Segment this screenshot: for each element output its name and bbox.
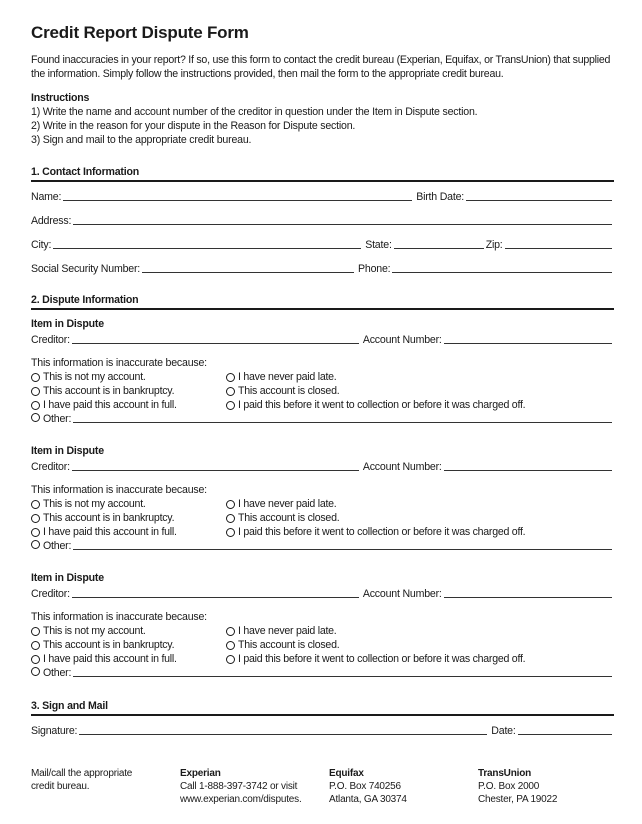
name-row [31,189,614,203]
other-row [31,665,614,679]
account-number-field[interactable] [444,333,612,344]
state-field[interactable] [394,238,484,249]
account-number-label: Account Number: [362,334,442,346]
other-label: Other: [43,540,72,552]
reason-intro: This information is inaccurate because: [31,484,207,496]
other-field[interactable] [73,539,612,550]
radio-icon [226,514,235,523]
phone-label: Phone: [358,263,391,275]
creditor-row [31,459,614,473]
account-number-label: Account Number: [362,588,442,600]
instructions [31,91,477,147]
creditor-label: Creditor: [31,461,70,473]
section-divider [31,180,614,182]
ssn-field[interactable] [142,262,354,273]
date-label: Date: [491,725,516,737]
account-number-label: Account Number: [362,461,442,473]
address-label: Address: [31,215,72,227]
radio-icon [31,500,40,509]
name-label: Name: [31,191,62,203]
option-never-paid-late[interactable]: I have never paid late. [226,625,337,637]
instruction-step: 3) Sign and mail to the appropriate credit bureau. [31,134,252,146]
dispute-section-heading: 2. Dispute Information [31,294,139,306]
creditor-row [31,332,614,346]
other-field[interactable] [73,412,612,423]
radio-icon [226,387,235,396]
creditor-field[interactable] [72,460,359,471]
signature-label: Signature: [31,725,78,737]
account-number-field[interactable] [444,587,612,598]
option-paid-in-full[interactable]: I have paid this account in full. [31,526,177,538]
address-field[interactable] [73,214,612,225]
radio-icon [31,401,40,410]
reason-intro: This information is inaccurate because: [31,611,207,623]
radio-icon [31,514,40,523]
creditor-field[interactable] [72,333,359,344]
option-paid-in-full[interactable]: I have paid this account in full. [31,653,177,665]
city-label: City: [31,239,52,251]
item-in-dispute-heading: Item in Dispute [31,318,104,330]
experian-link[interactable]: www.experian.com/disputes. [180,794,302,805]
experian-name: Experian [180,768,221,779]
instruction-step: 1) Write the name and account number of the creditor in question under the Item in Dispute section. [31,106,478,118]
state-label: State: [365,239,392,251]
birth-date-field[interactable] [466,190,612,201]
option-paid-before-collection[interactable]: I paid this before it went to collection or before it was charged off. [226,653,525,665]
city-row [31,237,614,251]
name-field[interactable] [63,190,412,201]
creditor-field[interactable] [72,587,359,598]
radio-icon [226,528,235,537]
section-divider [31,308,614,310]
zip-label: Zip: [485,239,503,251]
option-account-closed[interactable]: This account is closed. [226,385,339,397]
option-paid-in-full[interactable]: I have paid this account in full. [31,399,177,411]
instructions-heading: Instructions [31,92,90,104]
radio-icon [226,500,235,509]
intro-text: Found inaccuracies in your report? If so, use this form to contact the credit bureau (Experian, Equifax, or TransUnion) that supplied the information. Simply follow the instructions provided, then mail the form to the appropriate credit bureau. [31,54,611,80]
address-row [31,213,614,227]
signature-field[interactable] [79,724,487,735]
transunion-name: TransUnion [478,768,532,779]
radio-icon [226,655,235,664]
radio-icon [31,387,40,396]
form-title: Credit Report Dispute Form [31,23,249,42]
radio-icon [31,627,40,636]
radio-icon [31,373,40,382]
reason-intro: This information is inaccurate because: [31,357,207,369]
option-account-closed[interactable]: This account is closed. [226,639,339,651]
other-label: Other: [43,413,72,425]
radio-icon [31,641,40,650]
option-bankruptcy[interactable]: This account is in bankruptcy. [31,639,174,651]
radio-icon [226,627,235,636]
creditor-row [31,586,614,600]
section-divider [31,714,614,716]
option-paid-before-collection[interactable]: I paid this before it went to collection or before it was charged off. [226,526,525,538]
mail-note: Mail/call the appropriate credit bureau. [31,768,133,792]
option-not-my-account[interactable]: This is not my account. [31,625,146,637]
radio-icon[interactable] [31,667,40,676]
option-never-paid-late[interactable]: I have never paid late. [226,371,337,383]
radio-icon [226,401,235,410]
zip-field[interactable] [505,238,612,249]
phone-field[interactable] [392,262,612,273]
radio-icon [31,528,40,537]
equifax-name: Equifax [329,768,364,779]
radio-icon[interactable] [31,540,40,549]
creditor-label: Creditor: [31,588,70,600]
city-field[interactable] [53,238,361,249]
option-bankruptcy[interactable]: This account is in bankruptcy. [31,385,174,397]
other-row [31,411,614,425]
birth-date-label: Birth Date: [416,191,465,203]
radio-icon [31,655,40,664]
option-bankruptcy[interactable]: This account is in bankruptcy. [31,512,174,524]
option-never-paid-late[interactable]: I have never paid late. [226,498,337,510]
radio-icon [226,641,235,650]
contact-section-heading: 1. Contact Information [31,166,140,178]
creditor-label: Creditor: [31,334,70,346]
radio-icon [226,373,235,382]
sign-section-heading: 3. Sign and Mail [31,700,108,712]
radio-icon[interactable] [31,413,40,422]
transunion-contact: TransUnion P.O. Box 2000 Chester, PA 19022 [478,768,558,805]
other-field[interactable] [73,666,612,677]
option-paid-before-collection[interactable]: I paid this before it went to collection or before it was charged off. [226,399,525,411]
option-not-my-account[interactable]: This is not my account. [31,498,146,510]
option-not-my-account[interactable]: This is not my account. [31,371,146,383]
signature-row [31,723,614,737]
instruction-step: 2) Write in the reason for your dispute in the Reason for Dispute section. [31,120,356,132]
ssn-row [31,261,614,275]
experian-contact: Experian Call 1-888-397-3742 or visit www.experian.com/disputes. [180,768,302,805]
other-label: Other: [43,667,72,679]
account-number-field[interactable] [444,460,612,471]
item-in-dispute-heading: Item in Dispute [31,445,104,457]
item-in-dispute-heading: Item in Dispute [31,572,104,584]
option-account-closed[interactable]: This account is closed. [226,512,339,524]
date-field[interactable] [518,724,612,735]
ssn-label: Social Security Number: [31,263,141,275]
equifax-contact: Equifax P.O. Box 740256 Atlanta, GA 30374 [329,768,407,805]
other-row [31,538,614,552]
